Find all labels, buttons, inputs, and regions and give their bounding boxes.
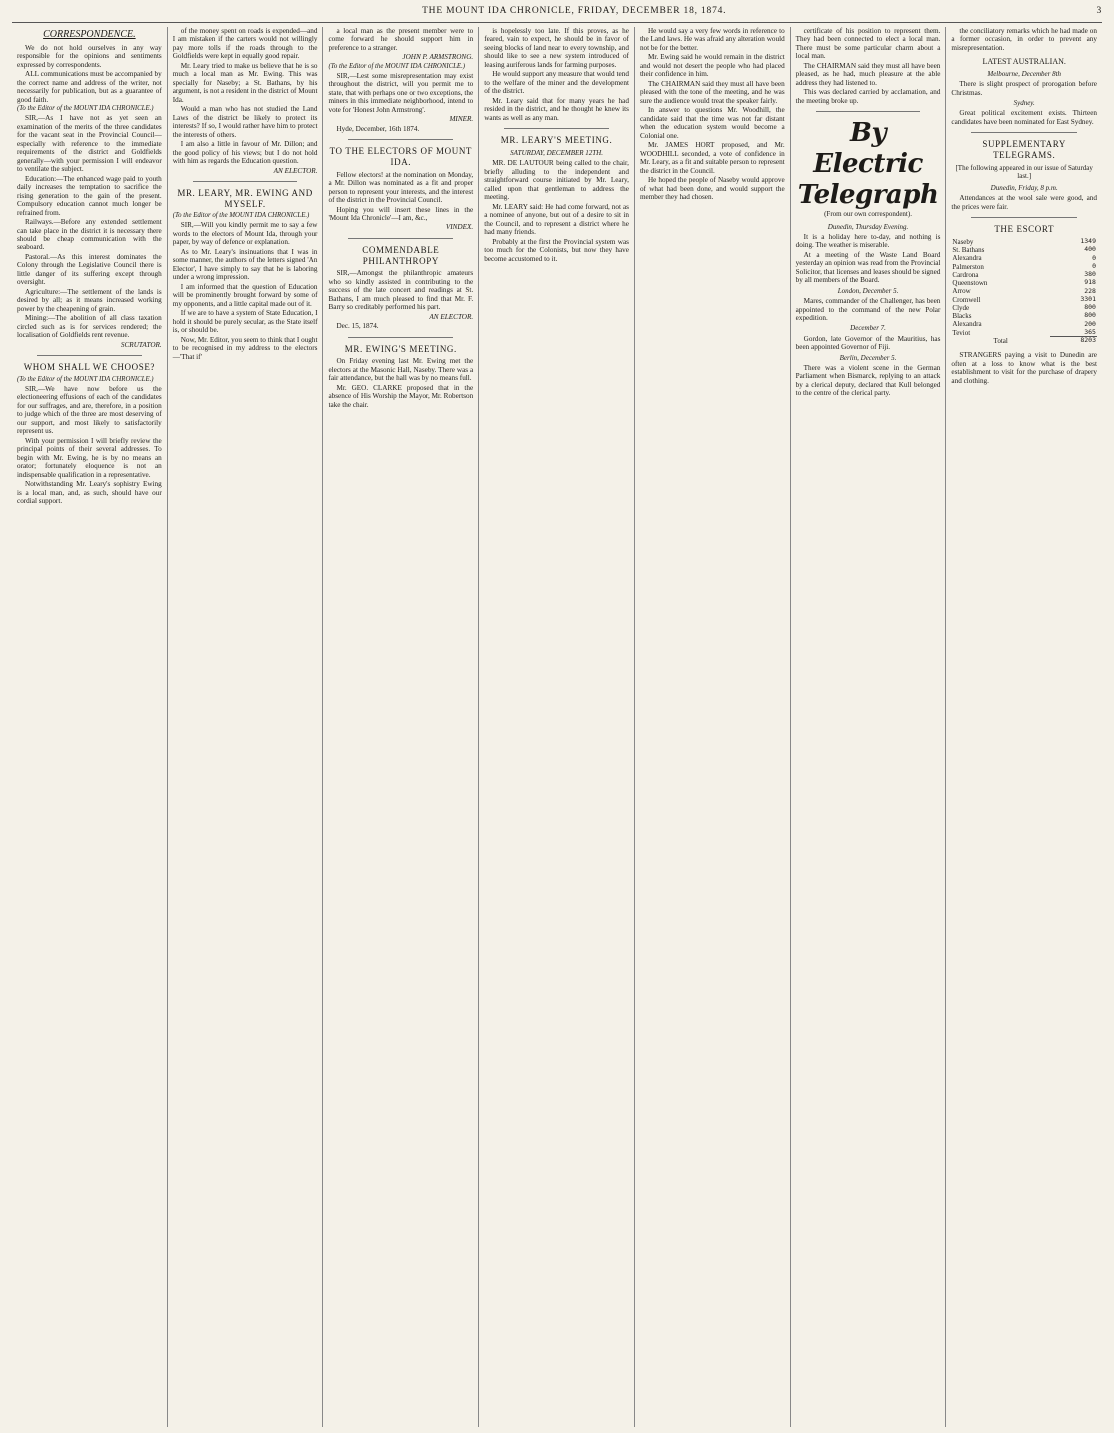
paragraph: is hopelessly too late. If this proves, as he feared, vain to expect, he should be in favor of seeing blocks of land near to every township, and should like to see a new system introduced of leasing auriferous lands for farming purposes. (484, 27, 629, 69)
column-2 (168, 27, 324, 1427)
escort-value: 200 (1084, 319, 1096, 328)
divider (348, 238, 453, 239)
escort-value: 1349 (1080, 237, 1096, 246)
paragraph: Railways.—Before any extended settlement can take place in the district it is necessary there should be cheap communication with the seaboard. (17, 218, 162, 252)
escort-value: 365 (1084, 327, 1096, 336)
dateline: Melbourne, December 8th (987, 69, 1062, 78)
paragraph: Mr. GEO. CLARKE proposed that in the absence of His Worship the Mayor, Mr. Robertson take the chair. (328, 383, 474, 409)
paragraph: SIR,—As I have not as yet seen an examination of the merits of the three candidates for the vacant seat in the Provincial Council—especially with reference to the immediate requirements of the district and Goldfields generally—with your permission I will endeavor to ventilate the subject. (17, 114, 162, 174)
paragraph: Hoping you will insert these lines in the 'Mount Ida Chronicle'—I am, &c., (328, 205, 474, 222)
telegraph-heading: By Electric Telegraph (797, 118, 939, 210)
article-heading: THE ESCORT (994, 224, 1055, 235)
paragraph: of the money spent on roads is expended—and I am mistaken if the carters would not willingly pay more tolls if the roads through to the Goldfields were kept in equally good repair. (172, 27, 318, 61)
escort-place: Naseby (952, 237, 974, 246)
editor-line: (To the Editor of the MOUNT IDA CHRONICLE.) (17, 105, 154, 113)
paragraph: He would say a very few words in reference to the Land laws. He was afraid any alteration would not be for the better. (639, 27, 785, 52)
paragraph: Now, Mr. Editor, you seem to think that I ought to be recognised in my address to the electors—'That if' (172, 335, 318, 361)
sub-note: (From our own correspondent). (824, 210, 912, 219)
column-1 (12, 27, 168, 1427)
article-heading: TO THE ELECTORS OF MOUNT IDA. (329, 146, 473, 167)
paragraph: Would a man who has not studied the Land Laws of the district be likely to protect its interests? If so, I would rather have him to protect the interests of others. (172, 105, 318, 139)
paragraph: Great political excitement exists. Thirteen candidates have been nominated for East Sydney. (951, 109, 1097, 126)
divider (193, 181, 298, 182)
dateline: SATURDAY, DECEMBER 12TH. (510, 148, 603, 157)
article-heading: WHOM SHALL WE CHOOSE? (23, 362, 156, 373)
paragraph: Education:—The enhanced wage paid to youth daily increases the temptation to sacrifice the rising generation to the gain of the present. Compulsory education cannot much longer be refrained from. (17, 174, 162, 217)
table-row (951, 271, 1097, 279)
divider (348, 139, 453, 140)
table-row (951, 312, 1097, 320)
sub-note: [The following appeared in our issue of Saturday last.] (955, 163, 1093, 180)
dateline: Berlin, December 5. (839, 353, 897, 362)
escort-value: 800 (1084, 311, 1096, 320)
paragraph: Gordon, late Governor of the Mauritius, has been appointed Governor of Fiji. (795, 334, 941, 352)
paragraph: Mr. Ewing said he would remain in the district and would not desert the people who had placed their confidence in him. (639, 53, 785, 79)
escort-value: 918 (1084, 278, 1096, 287)
table-total-row (951, 337, 1097, 345)
masthead (12, 6, 1102, 23)
column-4 (479, 27, 635, 1427)
escort-place: Palmerston (952, 262, 984, 271)
escort-place: Alexandra (952, 254, 982, 263)
escort-table-body (951, 238, 1097, 345)
paragraph: STRANGERS paying a visit to Dunedin are often at a loss to know what is the best establishment to visit for the purchase of drapery and clothing. (951, 351, 1097, 385)
escort-value: 3301 (1080, 294, 1096, 303)
signature: JOHN P. ARMSTRONG. (402, 53, 474, 62)
escort-place: Clyde (952, 303, 970, 312)
dateline: December 7. (850, 324, 886, 333)
signature: VINDEX. (445, 223, 474, 232)
dateline: London, December 5. (837, 286, 899, 295)
signature: AN ELECTOR. (429, 312, 474, 321)
escort-place: Arrow (952, 287, 971, 296)
paragraph: Attendances at the wool sale were good, and the prices were fair. (951, 194, 1097, 211)
escort-value: 0 (1092, 253, 1096, 262)
paragraph: There is slight prospect of prorogation before Christmas. (951, 80, 1097, 97)
paragraph: He hoped the people of Naseby would approve of what had been done, and would support the member they had chosen. (639, 176, 785, 202)
paragraph: Mr. Leary said that for many years he had resided in the district, and he thought he knew its wants as well as any man. (484, 96, 629, 122)
paragraph: There was a violent scene in the German Parliament when Bismarck, replying to an attack by a clerical deputy, declared that Kull belonged to the centre of the clerical party. (795, 363, 941, 398)
escort-value: 0 (1092, 261, 1096, 270)
masthead-title: THE MOUNT IDA CHRONICLE, FRIDAY, DECEMBER 18, 1874. (422, 6, 727, 16)
editor-line: (To the Editor of the MOUNT IDA CHRONICLE.) (17, 375, 154, 383)
divider (816, 111, 921, 112)
dateline: Hyde, December, 16th 1874. (336, 124, 420, 133)
column-6 (791, 27, 947, 1427)
paragraph: Pastoral.—As this interest dominates the Colony through the Legislative Council there is little danger of its suffering except through oversight. (17, 252, 162, 287)
paragraph: With your permission I will briefly review the principal points of their several addresses. To begin with Mr. Ewing, he is by no means an orator; fortunately eloquence is not an indispensable qualification in a representative. (17, 436, 162, 479)
table-row (951, 263, 1097, 271)
paragraph: SIR,—Will you kindly permit me to say a few words to the electors of Mount Ida, through your paper, by way of defence or explanation. (172, 221, 318, 247)
escort-place: Blacks (952, 312, 972, 321)
page-number: 3 (1096, 6, 1102, 16)
signature: AN ELECTOR. (273, 166, 318, 175)
paragraph: It is a holiday here to-day, and nothing is doing. The weather is miserable. (795, 232, 941, 250)
paragraph: If we are to have a system of State Education, I hold it should be purely secular, as the State itself is, or should be. (172, 309, 318, 335)
article-heading: LATEST AUSTRALIAN. (982, 57, 1066, 67)
paragraph: In answer to questions Mr. Woodhill, the candidate said that the time was not far distant when the education system would become a Colonial one. (639, 106, 785, 140)
paragraph: I am also a little in favour of Mr. Dillon; and the good policy of his views; but I do not hold with him as regards the Education question. (172, 140, 318, 166)
article-heading: MR. EWING'S MEETING. (344, 343, 457, 354)
divider (971, 132, 1077, 133)
article-heading: COMMENDABLE PHILANTHROPY (362, 244, 440, 266)
escort-place: Teviot (952, 328, 971, 337)
paragraph: Mining:—The abolition of all class taxation circled such as is for services rendered; the localisation of Goldfields rent revenue. (17, 314, 162, 340)
escort-place: Cardrona (952, 270, 979, 279)
escort-place: Cromwell (952, 295, 981, 304)
paragraph: I am informed that the question of Education will be prominently brought forward by some of my opponents, and a little capital made out of it. (172, 282, 318, 308)
article-heading: SUPPLEMENTARY TELEGRAMS. (982, 139, 1066, 160)
divider (348, 337, 453, 338)
column-5 (635, 27, 791, 1427)
paragraph: He would support any measure that would tend to the welfare of the miner and the development of the district. (484, 70, 629, 96)
paragraph: Mr. LEARY said: He had come forward, not as a nominee of anyone, but out of a desire to sit in the Council, and to represent a district where he had many friends. (484, 202, 629, 237)
paragraph: SIR,—Lest some misrepresentation may exist throughout the district, will you permit me to state, that with perhaps one or two exceptions, the miners in this immediate neighborhood, intend to vote for 'Honest John Armstrong'. (328, 71, 474, 114)
escort-place: Queenstown (952, 279, 988, 288)
table-row (951, 246, 1097, 254)
escort-value: 228 (1084, 286, 1096, 295)
paragraph: Mr. JAMES HORT proposed, and Mr. WOODHILL seconded, a vote of confidence in Mr. Leary, as a fit and suitable person to represent the district in the Council. (639, 141, 785, 175)
escort-value: 400 (1084, 245, 1096, 254)
dateline: Dec. 15, 1874. (336, 322, 379, 331)
columns (12, 27, 1102, 1427)
escort-total-value: 8203 (1050, 337, 1097, 345)
paragraph: As to Mr. Leary's insinuations that I was in some manner, the authors of the letters signed 'An Elector', I have simply to say that he is laboring under a wrong impression. (172, 247, 318, 282)
divider (504, 128, 609, 129)
paragraph: At a meeting of the Waste Land Board yesterday an opinion was read from the Provincial Solicitor, that licenses and leases should be signed by all members of the Board. (795, 250, 941, 285)
signature: MINER. (449, 115, 474, 124)
paragraph: SIR,—Amongst the philanthropic amateurs who so kindly assisted in contributing to the success of the late concert and readings at St. Bathans, I am much pleased to find that Mr. F. Barry so creditably performed his part. (328, 269, 474, 312)
paragraph: Notwithstanding Mr. Leary's sophistry Ewing is a local man, and, as such, should have our cordial support. (17, 480, 162, 506)
paragraph: On Friday evening last Mr. Ewing met the electors at the Masonic Hall, Naseby. There was a fair attendance, but the hall was by no means full. (328, 357, 474, 383)
article-heading: MR. LEARY'S MEETING. (500, 135, 613, 146)
escort-value: 380 (1084, 270, 1096, 279)
table-row (951, 238, 1097, 246)
paragraph: This was declared carried by acclamation, and the meeting broke up. (795, 88, 941, 105)
editor-line: (To the Editor of the MOUNT IDA CHRONICLE.) (172, 212, 310, 220)
paragraph: MR. DE LAUTOUR being called to the chair, briefly alluding to the independent and straightforward course initiated by Mr. Leary, called upon that gentleman to address the meeting. (484, 159, 629, 202)
paragraph: SIR,—We have now before us the electioneering effusions of each of the candidates for our suffrages, and are, therefore, in a position to judge which of the three are most deserving of our support, and most likely to satisfactorily represent us. (17, 384, 162, 436)
divider (37, 355, 142, 356)
paragraph: Agriculture:—The settlement of the lands is desired by all; as it means increased working power by the cheapening of grain. (17, 287, 162, 313)
paragraph: Fellow electors! at the nomination on Monday, a Mr. Dillon was nominated as a fit and proper person to represent your interests, and the interest of the district in the Provincial Council. (328, 170, 474, 205)
dateline: Sydney. (1013, 99, 1035, 108)
paragraph: Mares, commander of the Challenger, has been appointed to the command of the new Polar expedition. (795, 297, 941, 322)
paragraph: The CHAIRMAN said they must all have been pleased, as he had, much pleasure at the able address they had listened to. (795, 61, 941, 87)
table-row (951, 296, 1097, 304)
escort-place: St. Bathans (952, 246, 985, 255)
escort-table (951, 238, 1097, 345)
editor-line: (To the Editor of the MOUNT IDA CHRONICLE.) (328, 62, 466, 70)
notice: ALL communications must be accompanied by the correct name and address of the writer, not necessarily for publication, but as a guarantee of good faith. (17, 70, 162, 104)
table-row (951, 254, 1097, 262)
dateline: Dunedin, Thursday Evening. (827, 222, 909, 231)
article-heading: MR. LEARY, MR. EWING AND MYSELF. (177, 188, 313, 209)
divider (971, 217, 1077, 218)
paragraph: certificate of his position to represent them. They had been connected to elect a local man. There must be some particular charm about a local man. (795, 27, 941, 61)
table-row (951, 320, 1097, 328)
column-7 (946, 27, 1102, 1427)
signature: SCRUTATOR. (120, 340, 162, 349)
table-row (951, 279, 1097, 287)
paragraph: a local man as the present member were to come forward he should support him in preference to a stranger. (328, 27, 474, 52)
table-row (951, 329, 1097, 337)
escort-place: Alexandra (952, 320, 982, 329)
table-row (951, 287, 1097, 295)
paragraph: The CHAIRMAN said they must all have been pleased with the tone of the meeting, and he was sure the audience would treat the speaker fairly. (639, 79, 785, 105)
escort-value: 800 (1084, 303, 1096, 312)
dateline: Dunedin, Friday, 8 p.m. (990, 184, 1058, 193)
column-3 (323, 27, 479, 1427)
paragraph: the conciliatory remarks which he had made on a former occasion, in order to prevent any misrepresentation. (951, 27, 1097, 52)
disclaimer: We do not hold ourselves in any way responsible for the opinions and sentiments expressed by correspondents. (17, 43, 162, 69)
section-title-correspondence: CORRESPONDENCE. (43, 29, 136, 40)
table-row (951, 304, 1097, 312)
paragraph: Probably at the first the Provincial system was too much for the Colonists, but now they have become accustomed to it. (484, 237, 629, 263)
paragraph: Mr. Leary tried to make us believe that he is so much a local man as Mr. Ewing. This was specially for Naseby; a St. Bathans, by his argument, is not a resident in the district of Mount Ida. (172, 61, 318, 104)
escort-total-label: Total (993, 336, 1008, 345)
